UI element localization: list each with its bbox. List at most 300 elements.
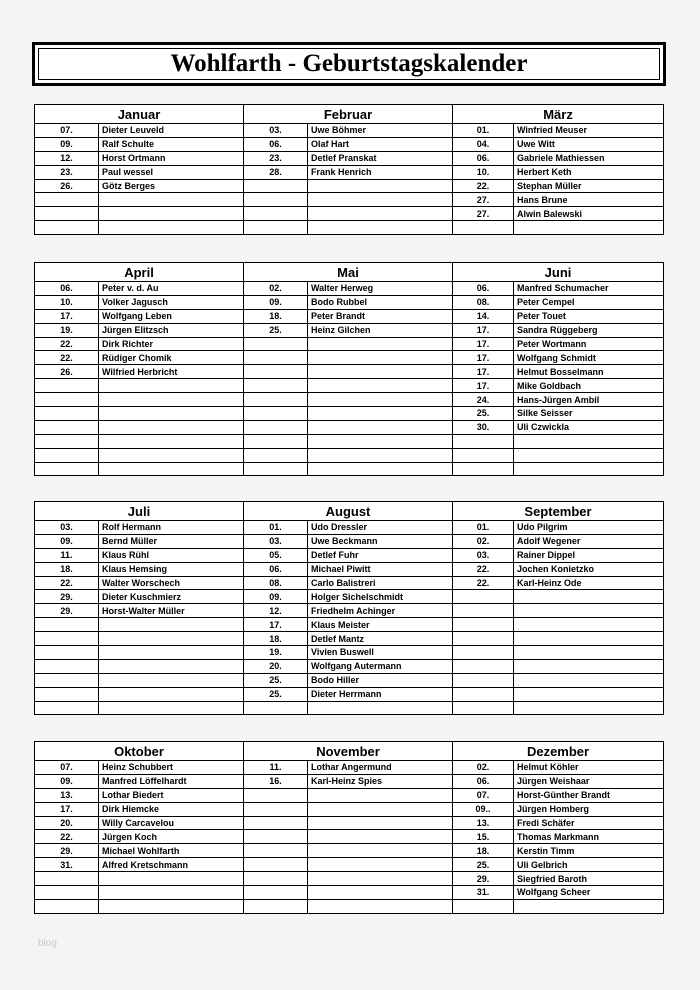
table-row [35,701,664,715]
birthday-day: 06. [453,282,514,296]
month-name: April [35,263,244,282]
birthday-name [308,844,453,858]
birthday-day: 28. [244,165,308,179]
birthday-name: Lothar Biedert [99,788,244,802]
birthday-name [514,659,664,673]
table-row [35,309,664,323]
month-name: Februar [244,105,453,124]
birthday-day [244,701,308,715]
birthday-name: Paul wessel [99,165,244,179]
birthday-name: Siegfried Baroth [514,872,664,886]
birthday-name: Dieter Herrmann [308,687,453,701]
birthday-name [99,886,244,900]
birthday-name: Klaus Rühl [99,548,244,562]
birthday-name [99,899,244,913]
quarter-table-3 [34,501,664,715]
birthday-day [453,221,514,235]
birthday-day: 17. [35,802,99,816]
birthday-day [244,448,308,462]
birthday-day [453,701,514,715]
birthday-day [453,659,514,673]
birthday-day [35,886,99,900]
table-row [35,521,664,535]
birthday-name: Dirk Hiemcke [99,802,244,816]
table-row [35,420,664,434]
birthday-name [99,420,244,434]
birthday-name: Uwe Böhmer [308,124,453,138]
birthday-name: Wolfgang Autermann [308,659,453,673]
birthday-name: Uli Czwickla [514,420,664,434]
birthday-name: Sandra Rüggeberg [514,323,664,337]
table-row [35,646,664,660]
birthday-day: 22. [35,576,99,590]
birthday-day [244,899,308,913]
birthday-name: Walter Worschech [99,576,244,590]
birthday-name: Volker Jagusch [99,295,244,309]
birthday-day: 03. [244,534,308,548]
birthday-name [308,788,453,802]
table-row [35,576,664,590]
month-name: August [244,502,453,521]
quarter-table-1 [34,104,664,235]
birthday-name: Horst-Günther Brandt [514,788,664,802]
birthday-name [514,221,664,235]
table-row [35,872,664,886]
title-frame [32,42,666,86]
birthday-name [514,434,664,448]
birthday-name: Michael Wohlfarth [99,844,244,858]
month-header-row [35,502,664,521]
birthday-name: Detlef Pranskat [308,151,453,165]
birthday-day: 20. [35,816,99,830]
birthday-name: Detlef Mantz [308,632,453,646]
birthday-day [35,462,99,476]
birthday-day [453,632,514,646]
birthday-name: Horst Ortmann [99,151,244,165]
birthday-name: Winfried Meuser [514,124,664,138]
birthday-name: Ralf Schulte [99,137,244,151]
birthday-day: 18. [244,309,308,323]
birthday-day [35,899,99,913]
birthday-day [35,193,99,207]
table-row [35,534,664,548]
birthday-day: 25. [244,323,308,337]
birthday-day: 02. [453,761,514,775]
birthday-name: Wolfgang Schmidt [514,351,664,365]
birthday-day [244,420,308,434]
birthday-day: 11. [244,761,308,775]
birthday-name: Vivien Buswell [308,646,453,660]
birthday-day [35,687,99,701]
birthday-name [308,420,453,434]
birthday-day: 22. [453,179,514,193]
birthday-day: 19. [244,646,308,660]
birthday-name [99,448,244,462]
birthday-day: 01. [453,521,514,535]
birthday-day: 27. [453,193,514,207]
table-row [35,323,664,337]
table-row [35,282,664,296]
birthday-name [308,872,453,886]
birthday-name [514,618,664,632]
birthday-name: Peter Wortmann [514,337,664,351]
birthday-name: Thomas Markmann [514,830,664,844]
birthday-name [308,179,453,193]
birthday-name: Jürgen Elitzsch [99,323,244,337]
table-row [35,844,664,858]
birthday-name: Bodo Hiller [308,673,453,687]
birthday-day [35,221,99,235]
table-row [35,632,664,646]
month-name: Dezember [453,742,664,761]
birthday-day: 17. [453,379,514,393]
birthday-day [35,448,99,462]
birthday-day [244,844,308,858]
birthday-day: 06. [244,562,308,576]
table-row [35,165,664,179]
birthday-name: Wolfgang Scheer [514,886,664,900]
birthday-name [514,899,664,913]
month-name: Januar [35,105,244,124]
birthday-name: Uwe Witt [514,137,664,151]
birthday-day [244,179,308,193]
birthday-name: Karl-Heinz Spies [308,774,453,788]
birthday-name: Peter Brandt [308,309,453,323]
birthday-day: 17. [453,351,514,365]
birthday-name [308,393,453,407]
birthday-day: 22. [453,562,514,576]
birthday-day [453,604,514,618]
birthday-name: Peter Touet [514,309,664,323]
table-row [35,802,664,816]
birthday-name: Frank Henrich [308,165,453,179]
birthday-day [35,632,99,646]
birthday-day [453,448,514,462]
birthday-name: Adolf Wegener [514,534,664,548]
birthday-name [308,701,453,715]
birthday-day: 19. [35,323,99,337]
table-row [35,788,664,802]
birthday-day: 03. [453,548,514,562]
birthday-name [99,434,244,448]
table-row [35,393,664,407]
table-row [35,379,664,393]
birthday-name: Manfred Löffelhardt [99,774,244,788]
birthday-day: 31. [35,858,99,872]
birthday-name: Detlef Fuhr [308,548,453,562]
month-name: Juni [453,263,664,282]
birthday-day: 25. [244,687,308,701]
birthday-day [244,337,308,351]
birthday-day: 01. [244,521,308,535]
birthday-day: 23. [35,165,99,179]
birthday-name: Wilfried Herbricht [99,365,244,379]
table-row [35,604,664,618]
table-row [35,295,664,309]
birthday-name: Bodo Rubbel [308,295,453,309]
table-row [35,899,664,913]
birthday-name: Herbert Keth [514,165,664,179]
birthday-name [99,687,244,701]
table-row [35,179,664,193]
table-row [35,137,664,151]
birthday-day: 22. [35,337,99,351]
month-name: März [453,105,664,124]
birthday-day: 01. [453,124,514,138]
table-row [35,774,664,788]
birthday-name: Bernd Müller [99,534,244,548]
table-row [35,618,664,632]
birthday-day [453,434,514,448]
birthday-day: 25. [453,858,514,872]
birthday-day: 22. [35,351,99,365]
table-row [35,193,664,207]
birthday-day [35,407,99,421]
birthday-name: Dieter Leuveld [99,124,244,138]
birthday-name: Klaus Meister [308,618,453,632]
birthday-day: 12. [35,151,99,165]
birthday-day [244,886,308,900]
birthday-name: Dirk Richter [99,337,244,351]
table-row [35,151,664,165]
birthday-name [308,830,453,844]
table-row [35,761,664,775]
table-row [35,659,664,673]
table-row [35,434,664,448]
birthday-name [514,673,664,687]
birthday-name [99,193,244,207]
birthday-name [308,365,453,379]
birthday-name: Gabriele Mathiessen [514,151,664,165]
birthday-day [35,434,99,448]
birthday-day: 17. [453,337,514,351]
birthday-day: 09. [35,534,99,548]
birthday-name: Karl-Heinz Ode [514,576,664,590]
birthday-day: 10. [453,165,514,179]
birthday-day [244,858,308,872]
table-row [35,462,664,476]
birthday-name: Olaf Hart [308,137,453,151]
birthday-name [514,646,664,660]
birthday-day: 06. [35,282,99,296]
birthday-name: Alwin Balewski [514,207,664,221]
birthday-day: 26. [35,179,99,193]
quarter-table-2 [34,262,664,476]
birthday-name: Alfred Kretschmann [99,858,244,872]
birthday-day [244,365,308,379]
birthday-name [99,673,244,687]
birthday-name [308,899,453,913]
table-row [35,548,664,562]
birthday-day: 24. [453,393,514,407]
table-row [35,207,664,221]
birthday-name: Rolf Hermann [99,521,244,535]
birthday-name [308,221,453,235]
birthday-day: 25. [453,407,514,421]
birthday-day: 12. [244,604,308,618]
birthday-name: Peter v. d. Au [99,282,244,296]
birthday-name [514,632,664,646]
birthday-name: Michael Piwitt [308,562,453,576]
birthday-day: 07. [35,124,99,138]
birthday-day [453,590,514,604]
birthday-day: 05. [244,548,308,562]
birthday-day: 14. [453,309,514,323]
birthday-day: 18. [244,632,308,646]
birthday-day [244,221,308,235]
birthday-name: Carlo Balistreri [308,576,453,590]
table-row [35,830,664,844]
table-row [35,816,664,830]
birthday-name [308,193,453,207]
birthday-day [453,618,514,632]
birthday-name [99,221,244,235]
page-title: Wohlfarth - Geburtstagskalender [38,48,660,80]
birthday-day [453,646,514,660]
birthday-day: 10. [35,295,99,309]
birthday-name: Uwe Beckmann [308,534,453,548]
birthday-name [99,632,244,646]
birthday-day: 25. [244,673,308,687]
birthday-name: Klaus Hemsing [99,562,244,576]
birthday-day [244,462,308,476]
table-row [35,858,664,872]
birthday-day: 03. [244,124,308,138]
birthday-name [99,379,244,393]
birthday-day: 18. [453,844,514,858]
birthday-name [308,207,453,221]
birthday-day: 09. [244,590,308,604]
birthday-day: 06. [453,151,514,165]
birthday-name [308,379,453,393]
birthday-name [99,618,244,632]
birthday-name: Rüdiger Chomik [99,351,244,365]
birthday-day [35,673,99,687]
birthday-day [453,462,514,476]
birthday-day [244,434,308,448]
birthday-day: 03. [35,521,99,535]
birthday-name: Helmut Bosselmann [514,365,664,379]
birthday-day: 09. [35,137,99,151]
birthday-name: Stephan Müller [514,179,664,193]
birthday-day [453,687,514,701]
birthday-name [308,337,453,351]
birthday-name: Friedhelm Achinger [308,604,453,618]
birthday-day [244,193,308,207]
birthday-name [99,462,244,476]
birthday-day [244,802,308,816]
birthday-day [35,701,99,715]
birthday-day: 08. [244,576,308,590]
birthday-name: Silke Seisser [514,407,664,421]
birthday-name [308,448,453,462]
birthday-name: Jochen Konietzko [514,562,664,576]
birthday-name: Walter Herweg [308,282,453,296]
birthday-name [99,407,244,421]
birthday-day: 07. [35,761,99,775]
birthday-name [514,448,664,462]
birthday-day: 17. [453,365,514,379]
birthday-name: Heinz Gilchen [308,323,453,337]
birthday-name [308,462,453,476]
table-row [35,407,664,421]
birthday-day [35,393,99,407]
month-name: November [244,742,453,761]
month-name: September [453,502,664,521]
birthday-day: 13. [453,816,514,830]
birthday-day [244,830,308,844]
table-row [35,448,664,462]
birthday-name: Rainer Dippel [514,548,664,562]
birthday-name [308,351,453,365]
birthday-name: Willy Carcavelou [99,816,244,830]
birthday-name [514,687,664,701]
birthday-day [244,788,308,802]
birthday-name: Manfred Schumacher [514,282,664,296]
birthday-name: Lothar Angermund [308,761,453,775]
birthday-name: Helmut Köhler [514,761,664,775]
birthday-name [99,393,244,407]
quarter-table-4 [34,741,664,914]
birthday-day: 09.. [453,802,514,816]
birthday-day [244,207,308,221]
birthday-day [35,872,99,886]
birthday-name: Jürgen Koch [99,830,244,844]
birthday-day: 22. [35,830,99,844]
birthday-day: 22. [453,576,514,590]
birthday-day: 30. [453,420,514,434]
birthday-day: 29. [35,844,99,858]
birthday-name [99,207,244,221]
birthday-day: 29. [453,872,514,886]
birthday-day [35,379,99,393]
birthday-day: 06. [244,137,308,151]
birthday-name [308,407,453,421]
birthday-day: 06. [453,774,514,788]
birthday-day: 11. [35,548,99,562]
birthday-day: 18. [35,562,99,576]
birthday-name: Horst-Walter Müller [99,604,244,618]
birthday-name: Holger Sichelschmidt [308,590,453,604]
birthday-name [99,659,244,673]
birthday-day: 29. [35,604,99,618]
birthday-day: 17. [453,323,514,337]
birthday-day: 29. [35,590,99,604]
birthday-name [514,701,664,715]
table-row [35,687,664,701]
birthday-day: 13. [35,788,99,802]
birthday-name [514,590,664,604]
birthday-name: Fredi Schäfer [514,816,664,830]
birthday-day: 23. [244,151,308,165]
birthday-day [244,816,308,830]
month-header-row [35,105,664,124]
birthday-day [244,872,308,886]
table-row [35,124,664,138]
table-row [35,351,664,365]
birthday-name [308,858,453,872]
birthday-name: Hans Brune [514,193,664,207]
birthday-day: 08. [453,295,514,309]
birthday-name: Udo Dressler [308,521,453,535]
birthday-day: 20. [244,659,308,673]
birthday-name [308,434,453,448]
birthday-name: Jürgen Homberg [514,802,664,816]
birthday-name: Heinz Schubbert [99,761,244,775]
month-name: Oktober [35,742,244,761]
birthday-day: 16. [244,774,308,788]
birthday-name [514,462,664,476]
